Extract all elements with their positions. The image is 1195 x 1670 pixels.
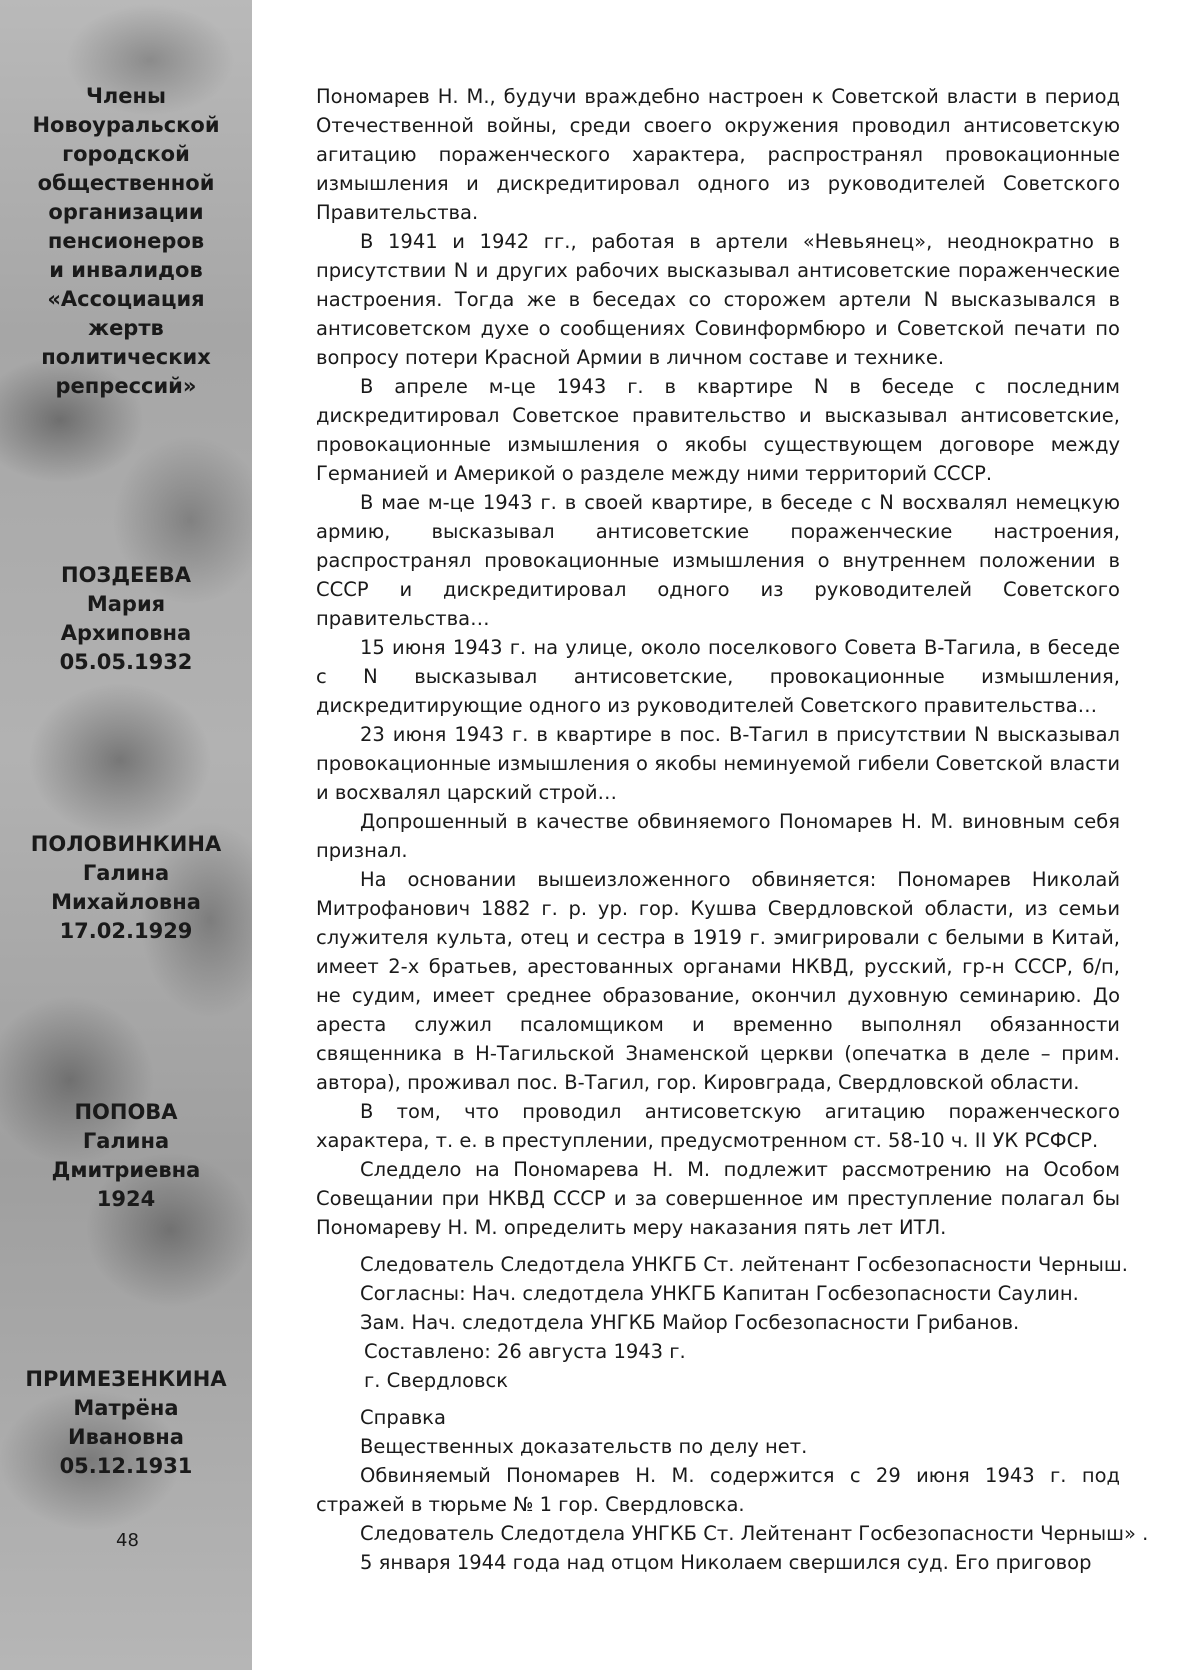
certificate-title: Справка — [360, 1406, 446, 1429]
member-name: Галина — [82, 1129, 170, 1153]
paragraph: В апреле м-це 1943 г. в квартире N в беседе с последним дискредитировал Советское правительство и высказывал антисоветские, провокационные измышления о якобы существующем договоре между Германией и Америкой о разделе между ними территорий СССР. — [316, 375, 1120, 485]
member-date: 05.12.1931 — [59, 1454, 193, 1478]
paragraph: В мае м-це 1943 г. в своей квартире, в беседе с N восхвалял немецкую армию, высказывал антисоветские пораженческие настроения, распространял провокационные измышления о внутреннем положении в СССР и дискредитировал одного из руководителей Советского правительства… — [316, 491, 1120, 630]
paragraph: 23 июня 1943 г. в квартире в пос. В-Тагил в присутствии N высказывал провокационные измышления о якобы неминуемой гибели Советской власти и восхвалял царский строй… — [316, 723, 1120, 804]
member-surname: ПРИМЕЗЕНКИНА — [25, 1367, 227, 1391]
member-surname: ПОЛОВИНКИНА — [30, 832, 222, 856]
member-date: 1924 — [96, 1187, 156, 1211]
paragraph: На основании вышеизложенного обвиняется: Пономарев Николай Митрофанович 1882 г. р. ур. гор. Кушва Свердловской области, из семьи служителя культа, отец и сестра в 1919 г. эмигрировали с белыми в Китай, имеет 2-х братьев, арестованных органами НКВД, русский, гр-н СССР, б/п, не судим, имеет среднее образование, окончил духовную семинарию. До ареста служил псаломщиком и временно выполнял обязанности священника в Н-Тагильской Знаменской церкви (опечатка в деле – прим. автора), проживал пос. В-Тагил, гор. Кировграда, Свердловской области. — [316, 868, 1120, 1094]
document-date: Составлено: 26 августа 1943 г. — [364, 1340, 686, 1363]
member-entry — [0, 561, 252, 677]
paragraph: В том, что проводил антисоветскую агитацию пораженческого характера, т. е. в преступлении, предусмотренном ст. 58-10 ч. II УК РСФСР. — [316, 1100, 1120, 1152]
member-patronymic: Ивановна — [68, 1425, 184, 1449]
page-number: 48 — [116, 1530, 139, 1551]
member-patronymic: Дмитриевна — [51, 1158, 201, 1182]
paragraph: Допрошенный в качестве обвиняемого Пономарев Н. М. виновным себя признал. — [316, 810, 1120, 862]
certificate-custody: Обвиняемый Пономарев Н. М. содержится с 29 июня 1943 г. под стражей в тюрьме № 1 гор. Свердловска. — [316, 1464, 1120, 1516]
signature-line: Согласны: Нач. следотдела УНКГБ Капитан Госбезопасности Саулин. — [360, 1282, 1079, 1305]
organization-heading: Члены Новоуральской городской общественной организации пенсионеров и инвалидов «Ассоциация жертв политических репрессий» — [32, 84, 220, 398]
signature-line: Следователь Следотдела УНКГБ Ст. лейтенант Госбезопасности Черныш. — [360, 1253, 1128, 1276]
paragraph: Пономарев Н. М., будучи враждебно настроен к Советской власти в период Отечественной войны, среди своего окружения проводил антисоветскую агитацию пораженческого характера, распространял провокационные измышления и дискредитировал одного из руководителей Советского Правительства. — [316, 85, 1120, 224]
paragraph: В 1941 и 1942 гг., работая в артели «Невьянец», неоднократно в присутствии N и других рабочих высказывал антисоветские пораженческие настроения. Тогда же в беседах со сторожем артели N высказывался в антисоветском духе о сообщениях Совинформбюро и Советской печати по вопросу потери Красной Армии в личном составе и технике. — [316, 230, 1120, 369]
paragraph: Следдело на Пономарева Н. М. подлежит рассмотрению на Особом Совещании при НКВД СССР и за совершенное им преступление полагал бы Пономареву Н. М. определить меру наказания пять лет ИТЛ. — [316, 1158, 1120, 1239]
signature-line: Зам. Нач. следотдела УНГКБ Майор Госбезопасности Грибанов. — [360, 1311, 1020, 1334]
member-name: Мария — [86, 592, 166, 616]
member-name: Галина — [82, 861, 170, 885]
member-patronymic: Михайловна — [51, 890, 201, 914]
member-date: 17.02.1929 — [59, 919, 193, 943]
member-name: Матрёна — [73, 1396, 179, 1420]
member-entry — [0, 1365, 252, 1481]
sidebar-photo-strip — [0, 0, 252, 1670]
certificate-evidence: Вещественных доказательств по делу нет. — [360, 1435, 808, 1458]
document-body — [316, 82, 1149, 1577]
member-surname: ПОЗДЕЕВА — [61, 563, 191, 587]
certificate-signature: Следователь Следотдела УНГКБ Ст. Лейтенант Госбезопасности Черныш» . — [360, 1522, 1149, 1545]
member-entry — [0, 1098, 252, 1214]
closing-paragraph: 5 января 1944 года над отцом Николаем свершился суд. Его приговор — [360, 1551, 1092, 1574]
member-entry — [0, 830, 252, 946]
member-surname: ПОПОВА — [74, 1100, 178, 1124]
member-patronymic: Архиповна — [60, 621, 192, 645]
paragraph: 15 июня 1943 г. на улице, около поселкового Совета В-Тагила, в беседе с N высказывал антисоветские, провокационные измышления, дискредитирующие одного из руководителей Советского правительства… — [316, 636, 1120, 717]
member-date: 05.05.1932 — [59, 650, 193, 674]
document-place: г. Свердловск — [364, 1369, 508, 1392]
